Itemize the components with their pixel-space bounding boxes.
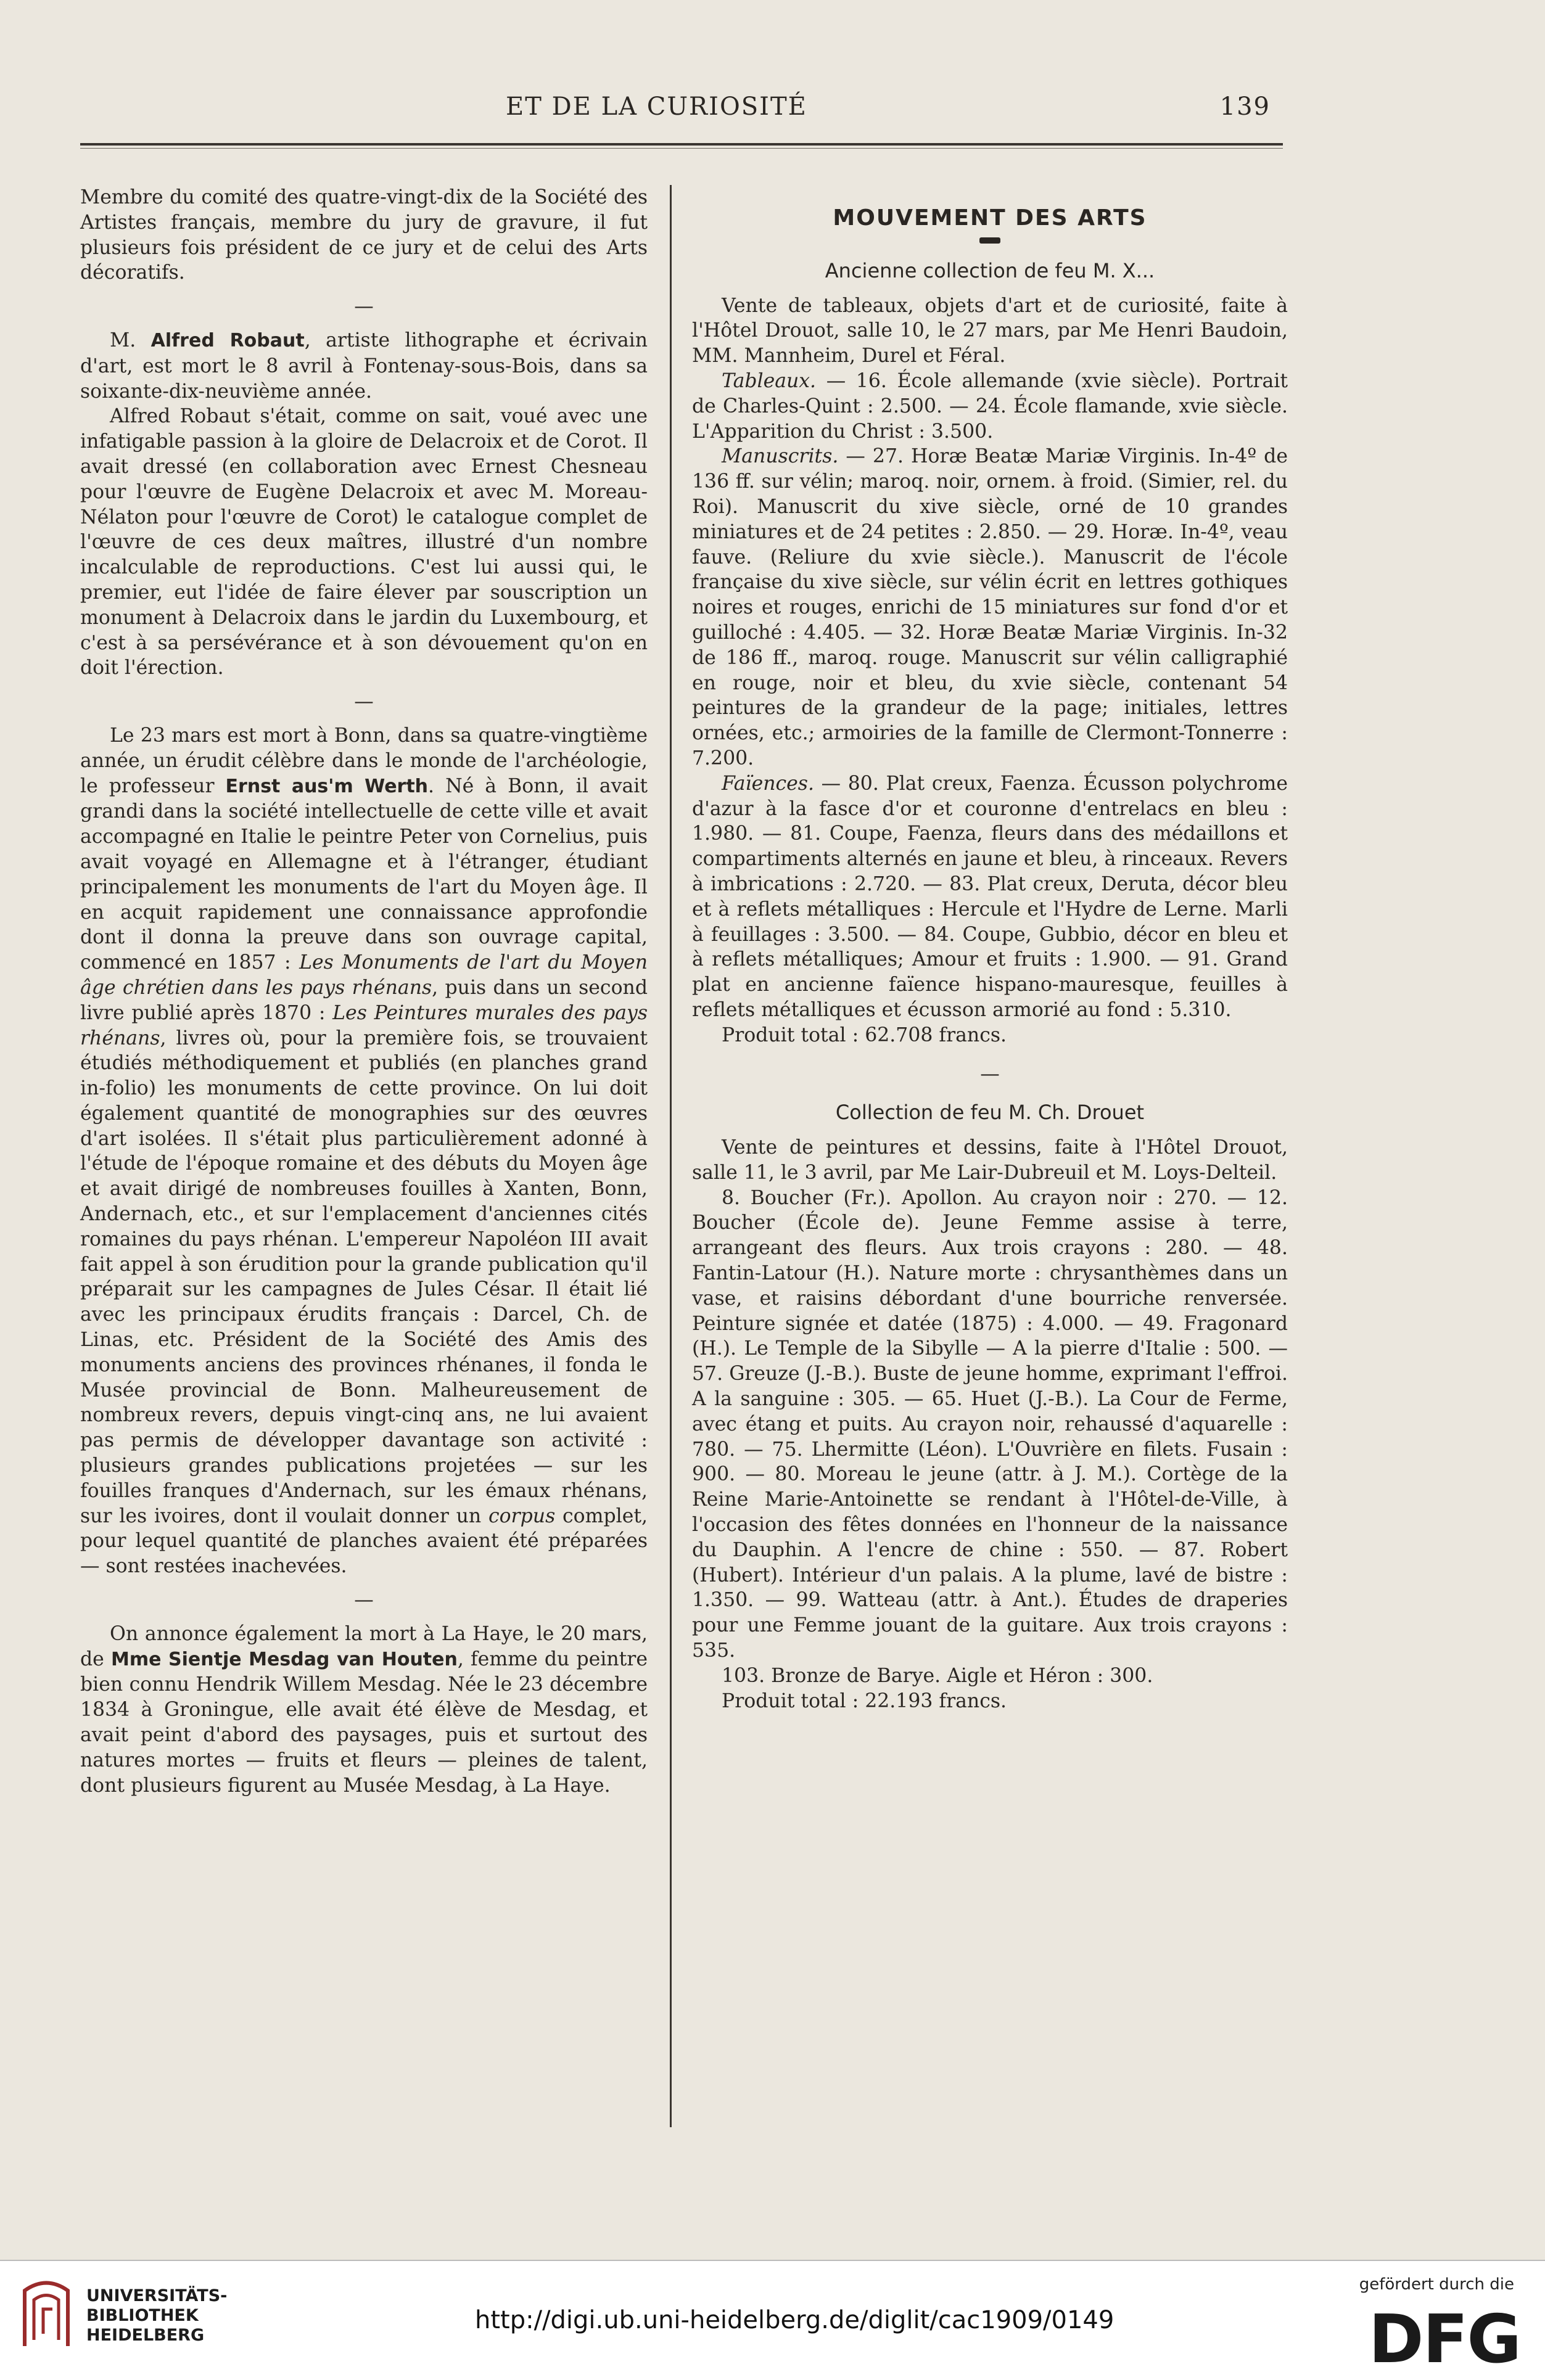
running-title: ET DE LA CURIOSITÉ <box>506 92 807 121</box>
text-run: complet, pour lequel quantité de planches avaient été préparées — sont restées inachevées. <box>80 1504 648 1578</box>
text-run: — 16. École allemande (xvie siècle). Portrait de Charles-Quint : 2.500. — 24. École flamande, xvie siècle. L'Apparition du Christ : 3.500. <box>692 369 1288 443</box>
source-url-link[interactable]: http://digi.ub.uni-heidelberg.de/diglit/cac1909/0149 <box>475 2306 1114 2334</box>
category-label: Tableaux. <box>722 369 817 392</box>
right-column <box>692 185 1288 1713</box>
text-run: , puis dans un second livre publié après 1870 : <box>80 976 648 1024</box>
text-run: — 80. Plat creux, Faenza. Écusson polychrome d'azur à la fasce d'or et couronne d'entrelacs en bleu : 1.980. — 81. Coupe, Faenza, fleurs dans des médaillons et compartiments alternés en jaune et bleu, à rinceaux. Revers à imbrications : 2.720. — 83. Plat creux, Deruta, décor bleu et à reflets métalliques : Hercule et l'Hydre de Lerne. Marli à feuillages : 3.500. — 84. Coupe, Gubbio, décor en bleu et à reflets métalliques; Amour et fruits : 1.900. — 91. Grand plat en ancienne faïence hispano-mauresque, feuilles à reflets métalliques et écusson armorié au fond : 5.310. <box>692 772 1288 1021</box>
category-label: Faïences. <box>722 772 814 795</box>
sale-total: Produit total : 22.193 francs. <box>722 1689 1007 1712</box>
subsection-title: Collection de feu M. Ch. Drouet <box>835 1101 1145 1125</box>
funding-note: gefördert durch die <box>1359 2275 1514 2294</box>
name-mesdag: Mme Sientje Mesdag van Houten <box>110 1648 458 1670</box>
text-run: Le 23 mars est mort à Bonn, dans sa quatre-vingtième année, un érudit célèbre dans le monde de l'archéologie, le professeur <box>80 724 648 797</box>
paragraph-robaut-work: Alfred Robaut s'était, comme on sait, voué avec une infatigable passion à la gloire de Delacroix et de Corot. Il avait dressé (en collaboration avec Ernest Chesneau pour l'œuvre de Eugène Delacroix et avec M. Moreau-Nélaton pour l'œuvre de Corot) le catalogue complet de l'œuvre de ces deux maîtres, illustré d'un nombre incalculable de reproductions. C'est lui aussi qui, le premier, eut l'idée de faire élever par souscription un monument à Delacroix dans le jardin du Luxembourg, et c'est à sa persévérance et à son dévouement qu'on en doit l'érection. <box>80 405 648 679</box>
book-title: Les Monuments de l'art du Moyen âge chrétien dans les pays rhénans <box>80 951 648 999</box>
paragraph-mesdag <box>80 1622 648 1799</box>
sale-intro: Vente de peintures et dessins, faite à l'Hôtel Drouot, salle 11, le 3 avril, par Me Lair-Dubreuil et M. Loys-Delteil. <box>692 1136 1288 1184</box>
text-run: On annonce également la mort à La Haye, le 20 mars, de <box>80 1622 648 1670</box>
paragraph-jury: Membre du comité des quatre-vingt-dix de la Société des Artistes français, membre du jury de gravure, il fut plusieurs fois président de ce jury et de celui des Arts décoratifs. <box>80 186 648 284</box>
sale-intro: Vente de tableaux, objets d'art et de curiosité, faite à l'Hôtel Drouot, salle 10, le 27 mars, par Me Henri Baudoin, MM. Mannheim, Durel et Féral. <box>692 294 1288 367</box>
category-label: Manuscrits. <box>722 445 839 468</box>
library-name <box>86 2286 227 2345</box>
column-divider <box>670 185 672 2127</box>
name-werth: Ernst aus'm Werth <box>225 775 429 797</box>
subsection-title: Ancienne collection de feu M. X... <box>825 258 1155 282</box>
text-run: , livres où, pour la première fois, se trouvaient étudiés méthodiquement et publiés (en planches grand in-folio) les monuments de cette province. On lui doit également quantité de monographies sur des œuvres d'art isolées. Il s'était plus particulièrement adonné à l'étude de l'époque romaine et des débuts du Moyen âge et avait dirigé de nombreuses fouilles à Xanten, Bonn, Andernach, etc., et sur l'emplacement d'anciennes cités romaines du pays rhénan. L'empereur Napoléon III avait fait appel à son érudition pour la grande publication qu'il préparait sur les campagnes de Jules César. Il était lié avec les principaux érudits français : Darcel, Ch. de Linas, etc. Président de la Société des Amis des monuments anciens des provinces rhénanes, il fonda le Musée provincial de Bonn. Malheureusement de nombreux revers, depuis vingt-cinq ans, ne lui avaient pas permis de développer davantage son activité : plusieurs grandes publications projetées — sur les fouilles franques d'Andernach, sur les émaux rhénans, sur les ivoires, dont il voulait donner un <box>80 1027 648 1527</box>
university-seal-icon <box>19 2278 74 2352</box>
book-title: Les Peintures murales des pays rhénans <box>80 1001 648 1049</box>
ornament <box>979 237 1000 244</box>
sale-tableaux <box>692 369 1288 444</box>
library-line: BIBLIOTHEK <box>86 2306 199 2325</box>
text-run: — 27. Horæ Beatæ Mariæ Virginis. In-4º de 136 ff. sur vélin; maroq. noir, ornem. à froid. (Simier, rel. du Roi). Manuscrit du xive siècle, orné de 10 grandes miniatures et de 24 petites : 2.850. — 29. Horæ. In-4º, veau fauve. (Reliure du xvie siècle.). Manuscrit de l'école française du xive siècle, sur vélin écrit en lettres gothiques noires et rouges, enrichi de 15 miniatures sur fond d'or et guilloché : 4.405. — 32. Horæ Beatæ Mariæ Virginis. In-32 de 186 ff., maroq. rouge. Manuscrit sur vélin calligraphié en rouge, noir et bleu, du xvie siècle, contenant 54 peintures de la grandeur de la page; initiales, lettres ornées, etc.; armoiries de la famille de Clermont-Tonnerre : 7.200. <box>692 445 1288 769</box>
text-run: M. <box>110 329 151 351</box>
text-run: , femme du peintre bien connu Hendrik Willem Mesdag. Née le 23 décembre 1834 à Groningue, elle avait été élève de Mesdag, et avait peint d'abord des paysages, puis et surtout des natures mortes — fruits et fleurs — pleines de talent, dont plusieurs figurent au Musée Mesdag, à La Haye. <box>80 1648 648 1797</box>
paragraph-robaut <box>80 328 648 404</box>
sale-bronze: 103. Bronze de Barye. Aigle et Héron : 300. <box>722 1664 1153 1687</box>
page-number: 139 <box>1219 92 1271 121</box>
name-robaut: Alfred Robaut <box>150 329 305 351</box>
dfg-logo: DFG <box>1368 2301 1520 2378</box>
italic-word: corpus <box>488 1504 556 1527</box>
separator-dash: — <box>980 1062 1000 1085</box>
section-title: MOUVEMENT DES ARTS <box>833 205 1147 231</box>
paragraph-aus-m-werth <box>80 723 648 1579</box>
separator-dash: — <box>354 691 374 713</box>
text-run: , artiste lithographe et écrivain d'art, est mort le 8 avril à Fontenay-sous-Bois, dans sa soixante-dix-neuvième année. <box>80 329 648 403</box>
separator-dash: — <box>354 1589 374 1612</box>
sale-total: Produit total : 62.708 francs. <box>722 1024 1007 1046</box>
library-line: HEIDELBERG <box>86 2326 205 2345</box>
library-line: UNIVERSITÄTS- <box>86 2286 228 2305</box>
separator-dash: — <box>354 295 374 318</box>
header-rule <box>80 143 1283 146</box>
sale-faiences <box>692 771 1288 1023</box>
sale-lots: 8. Boucher (Fr.). Apollon. Au crayon noir : 270. — 12. Boucher (École de). Jeune Femme assise à terre, arrangeant des fleurs. Aux trois crayons : 280. — 48. Fantin-Latour (H.). Nature morte : chrysanthèmes dans un vase, et raisins débordant d'une bourriche renversée. Peinture signée et datée (1875) : 4.000. — 49. Fragonard (H.). Le Temple de la Sibylle — A la pierre d'Italie : 500. — 57. Greuze (J.-B.). Buste de jeune homme, exprimant l'effroi. A la sanguine : 305. — 65. Huet (J.-B.). La Cour de Ferme, avec étang et puits. Au crayon noir, rehaussé d'aquarelle : 780. — 75. Lhermitte (Léon). L'Ouvrière en filets. Fusain : 900. — 80. Moreau le jeune (attr. à J. M.). Cortège de la Reine Marie-Antoinette se rendant à l'Hôtel-de-Ville, à l'occasion des fêtes données en l'honneur de la naissance du Dauphin. A l'encre de chine : 550. — 87. Robert (Hubert). Intérieur d'un palais. A la plume, lavé de bistre : 1.350. — 99. Watteau (attr. à Ant.). Études de draperies pour une Femme jouant de la guitare. Aux trois crayons : 535. <box>692 1186 1288 1662</box>
left-column <box>80 185 648 1798</box>
footer-rule <box>0 2260 1545 2261</box>
header-rule-thin <box>80 148 1283 149</box>
sale-manuscrits <box>692 444 1288 771</box>
text-run: . Né à Bonn, il avait grandi dans la société intellectuelle de cette ville et avait accompagné en Italie le peintre Peter von Cornelius, puis avait voyagé en Allemagne et à l'étranger, étudiant principalement les monuments de l'art du Moyen âge. Il en acquit rapidement une connaissance approfondie dont il donna la preuve dans son ouvrage capital, commencé en 1857 : <box>80 774 648 974</box>
